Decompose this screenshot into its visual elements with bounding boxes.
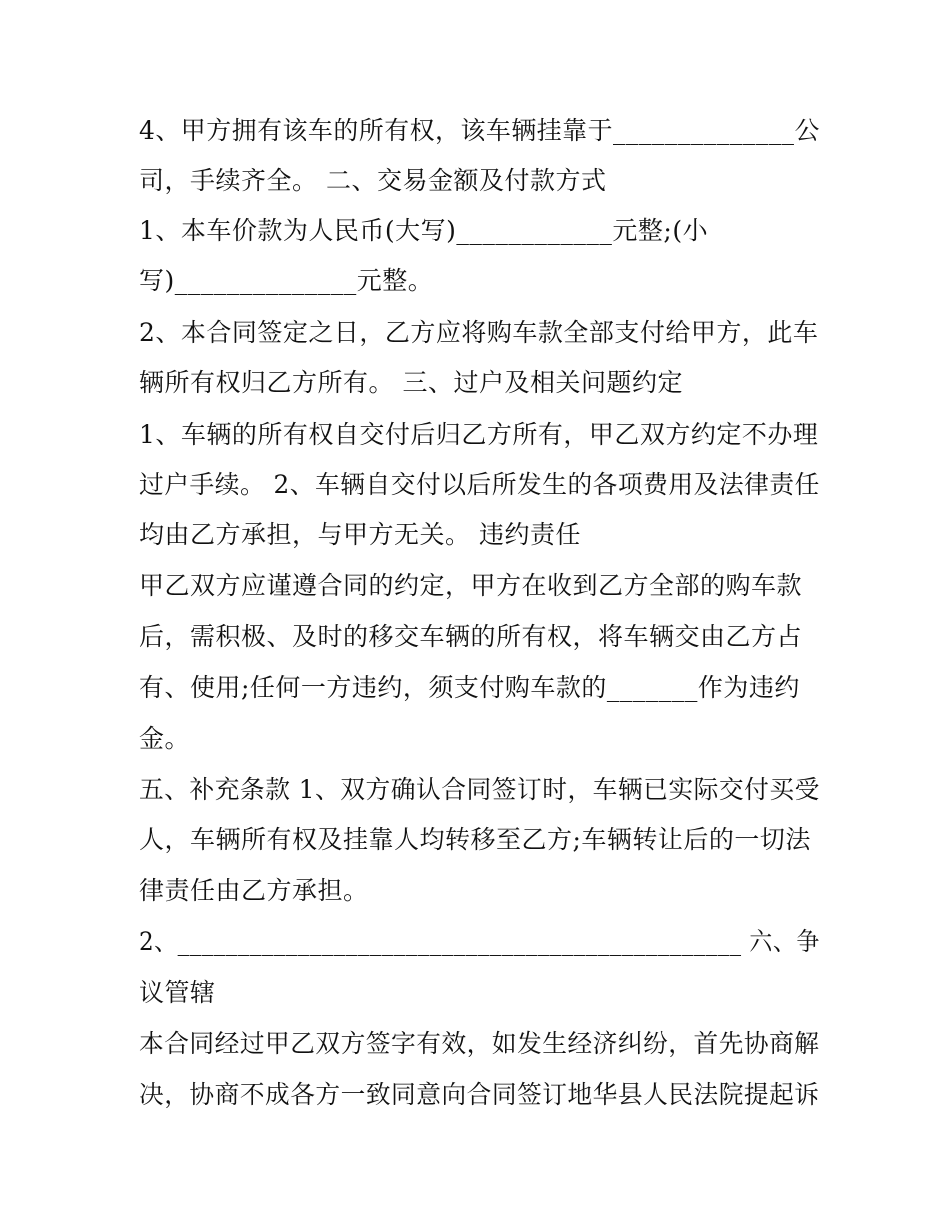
text-line: 司，手续齐全。 二、交易金额及付款方式 <box>139 166 607 195</box>
text-line: 均由乙方承担，与甲方无关。 违约责任 <box>139 520 581 549</box>
text-line: 律责任由乙方承担。 <box>139 876 369 905</box>
text-line: 过户手续。 2、车辆自交付以后所发生的各项费用及法律责任 <box>139 470 820 499</box>
text-line: 2、_______________________________________________ 六、争 <box>139 927 820 956</box>
text-line: 五、补充条款 1、双方确认合同签订时，车辆已实际交付买受 <box>139 775 820 804</box>
text-line: 2、本合同签定之日，乙方应将购车款全部支付给甲方，此车 <box>139 318 819 347</box>
text-line: 议管辖 <box>139 978 216 1007</box>
text-line: 写)______________元整。 <box>139 266 434 295</box>
text-line: 4、甲方拥有该车的所有权，该车辆挂靠于______________公 <box>139 116 820 145</box>
text-line: 后，需积极、及时的移交车辆的所有权，将车辆交由乙方占 <box>139 622 803 651</box>
text-line: 有、使用;任何一方违约，须支付购车款的_______作为违约 <box>139 673 800 702</box>
text-line: 本合同经过甲乙双方签字有效，如发生经济纠纷，首先协商解 <box>139 1029 820 1058</box>
text-line: 决，协商不成各方一致同意向合同签订地华县人民法院提起诉 <box>139 1080 820 1109</box>
text-line: 1、本车价款为人民币(大写)____________元整;(小 <box>139 216 709 245</box>
text-line: 金。 <box>139 724 191 753</box>
text-line: 甲乙双方应谨遵合同的约定，甲方在收到乙方全部的购车款 <box>139 571 803 600</box>
text-line: 1、车辆的所有权自交付后归乙方所有，甲乙双方约定不办理 <box>139 420 819 449</box>
text-line: 人，车辆所有权及挂靠人均转移至乙方;车辆转让后的一切法 <box>139 825 811 854</box>
text-line: 辆所有权归乙方所有。 三、过户及相关问题约定 <box>139 368 683 397</box>
